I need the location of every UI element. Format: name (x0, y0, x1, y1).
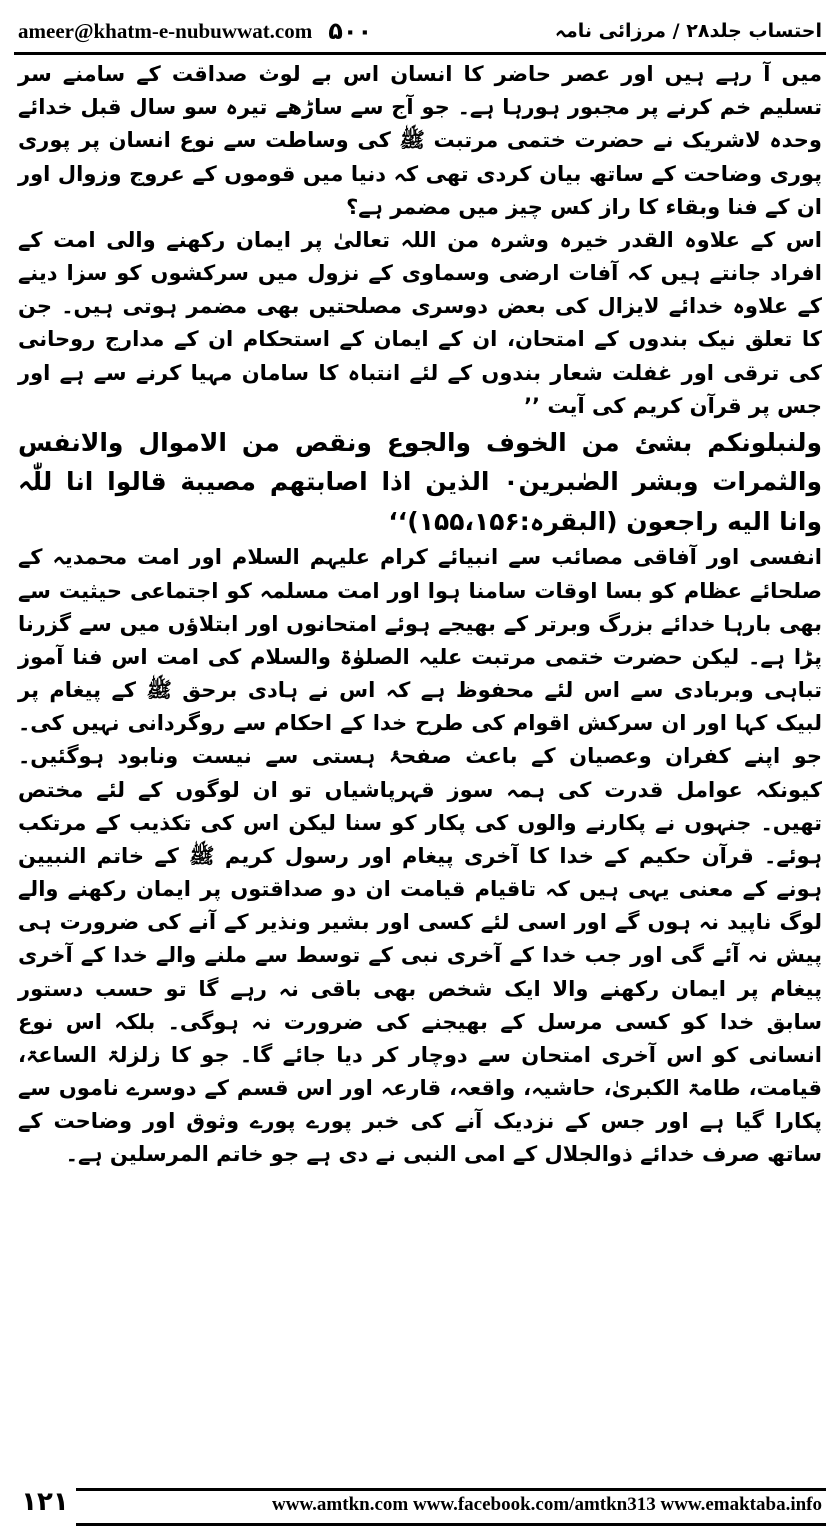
header-left (18, 17, 372, 45)
paragraph-1: میں آ رہے ہیں اور عصر حاضر کا انسان اس بے لوث صداقت کے سامنے سر تسلیم خم کرنے پر مجبور ہورہا ہے۔ جو آج سے ساڑھے تیرہ سو سال قبل خدائے وحدہ لاشریک نے حضرت ختمی مرتبت ﷺ کی وساطت سے نوع انسان پر پوری پوری وضاحت کے ساتھ بیان کردی تھی کہ دنیا میں قوموں کے عروج وزوال اور ان کے فنا وبقاء کا راز کس چیز میں مضمر ہے؟ (18, 62, 822, 219)
footer-bottom-rule (76, 1523, 826, 1526)
page-header (18, 14, 822, 48)
quran-verse: ولنبلونکم بشئ من الخوف والجوع ونقص من الاموال والانفس والثمرات وبشر الصٰبرین۰ الذین اذا اصابتھم مصیبة قالوا انا للّٰہ وانا الیه راجعون (البقرہ:۱۵۵،۱۵۶)‘‘ (18, 427, 822, 536)
page-body (18, 58, 822, 1458)
footer-bar (76, 1478, 826, 1526)
footer-urls: www.amtkn.com www.facebook.com/amtkn313 www.emaktaba.info (272, 1494, 822, 1515)
footer-top-rule (76, 1488, 826, 1491)
header-book-title: احتساب جلد۲۸ / مرزائی نامہ (554, 20, 822, 42)
paragraph-3: انفسی اور آفاقی مصائب سے انبیائے کرام علیہم السلام اور امت محمدیہ کے صلحائے عظام کو بسا اوقات سامنا ہوا اور امت مسلمہ کو اجتماعی حیثیت سے بھی بارہا خدائے بزرگ وبرتر کے بھیجے ہوئے امتحانوں اور ابتلاؤں میں سے گزرنا پڑا ہے۔ لیکن حضرت ختمی مرتبت علیہ الصلوٰۃ والسلام کی امت اس فنا آموز تباہی وبربادی سے اس لئے محفوظ ہے کہ اس نے ہادی برحق ﷺ کے پیغام پر لبیک کہا اور ان سرکش اقوام کی طرح خدا کے احکام سے روگردانی نہیں کی۔ جو اپنے کفران وعصیان کے باعث صفحۂ ہستی سے نیست ونابود ہوگئیں۔ کیونکہ عوامل قدرت کی ہمہ سوز قہرپاشیاں تو ان لوگوں کے لئے مختص تھیں۔ جنہوں نے پکارنے والوں کی پکار کو سنا لیکن اس کی تکذیب کے مرتکب ہوئے۔ قرآن حکیم کے خدا کا آخری پیغام اور رسول کریم ﷺ کے خاتم النبیین ہونے کے معنی یہی ہیں کہ تاقیام قیامت ان دو صداقتوں پر ایمان رکھنے والے لوگ ناپید نہ ہوں گے اور اسی لئے کسی اور بشیر ونذیر کے آنے کی ضرورت ہی پیش نہ آئے گی اور جب خدا کے آخری نبی کے توسط سے ملنے والے خدا کے آخری پیغام پر ایمان رکھنے والا ایک شخص بھی باقی نہ رہے گا تو حسب دستور سابق خدا کو کسی مرسل کے بھیجنے کی ضرورت نہ ہوگی۔ بلکہ اس نوع انسانی کو اس آخری امتحان سے دوچار کر دیا جائے گا۔ جو کا زلزلۃ الساعۃ، قیامت، طامۃ الکبریٰ، حاشیہ، واقعہ، قارعہ اور اس قسم کے دوسرے ناموں سے پکارا گیا ہے اور جس کے نزدیک آنے کی خبر پورے پورے وثوق اور وضاحت کے ساتھ صرف خدائے ذوالجلال کے امی النبی نے دی ہے جو خاتم المرسلین ہے۔ (18, 545, 822, 1167)
page-footer (14, 1478, 826, 1526)
paragraph-2: اس کے علاوہ القدر خیرہ وشرہ من اللہ تعالیٰ پر ایمان رکھنے والی امت کے افراد جانتے ہیں کہ آفات ارضی وسماوی کے نزول میں سرکشوں کو سزا دینے کے علاوہ خدائے لایزال کی بعض دوسری مصلحتیں بھی مضمر ہوتی ہیں۔ جن کا تعلق نیک بندوں کے امتحان، ان کے ایمان کے استحکام ان کے مدارج روحانی کی ترقی اور غفلت شعار بندوں کے لئے انتباہ کا سامان مہیا کرنے سے ہے اور جس پر قرآن کریم کی آیت ’’ (18, 227, 822, 418)
header-email: ameer@khatm-e-nubuwwat.com (18, 18, 313, 43)
header-rule (14, 52, 826, 55)
header-page-number: ۵۰۰ (328, 17, 373, 45)
footer-page-number: ۱۲۱ (21, 1487, 69, 1517)
